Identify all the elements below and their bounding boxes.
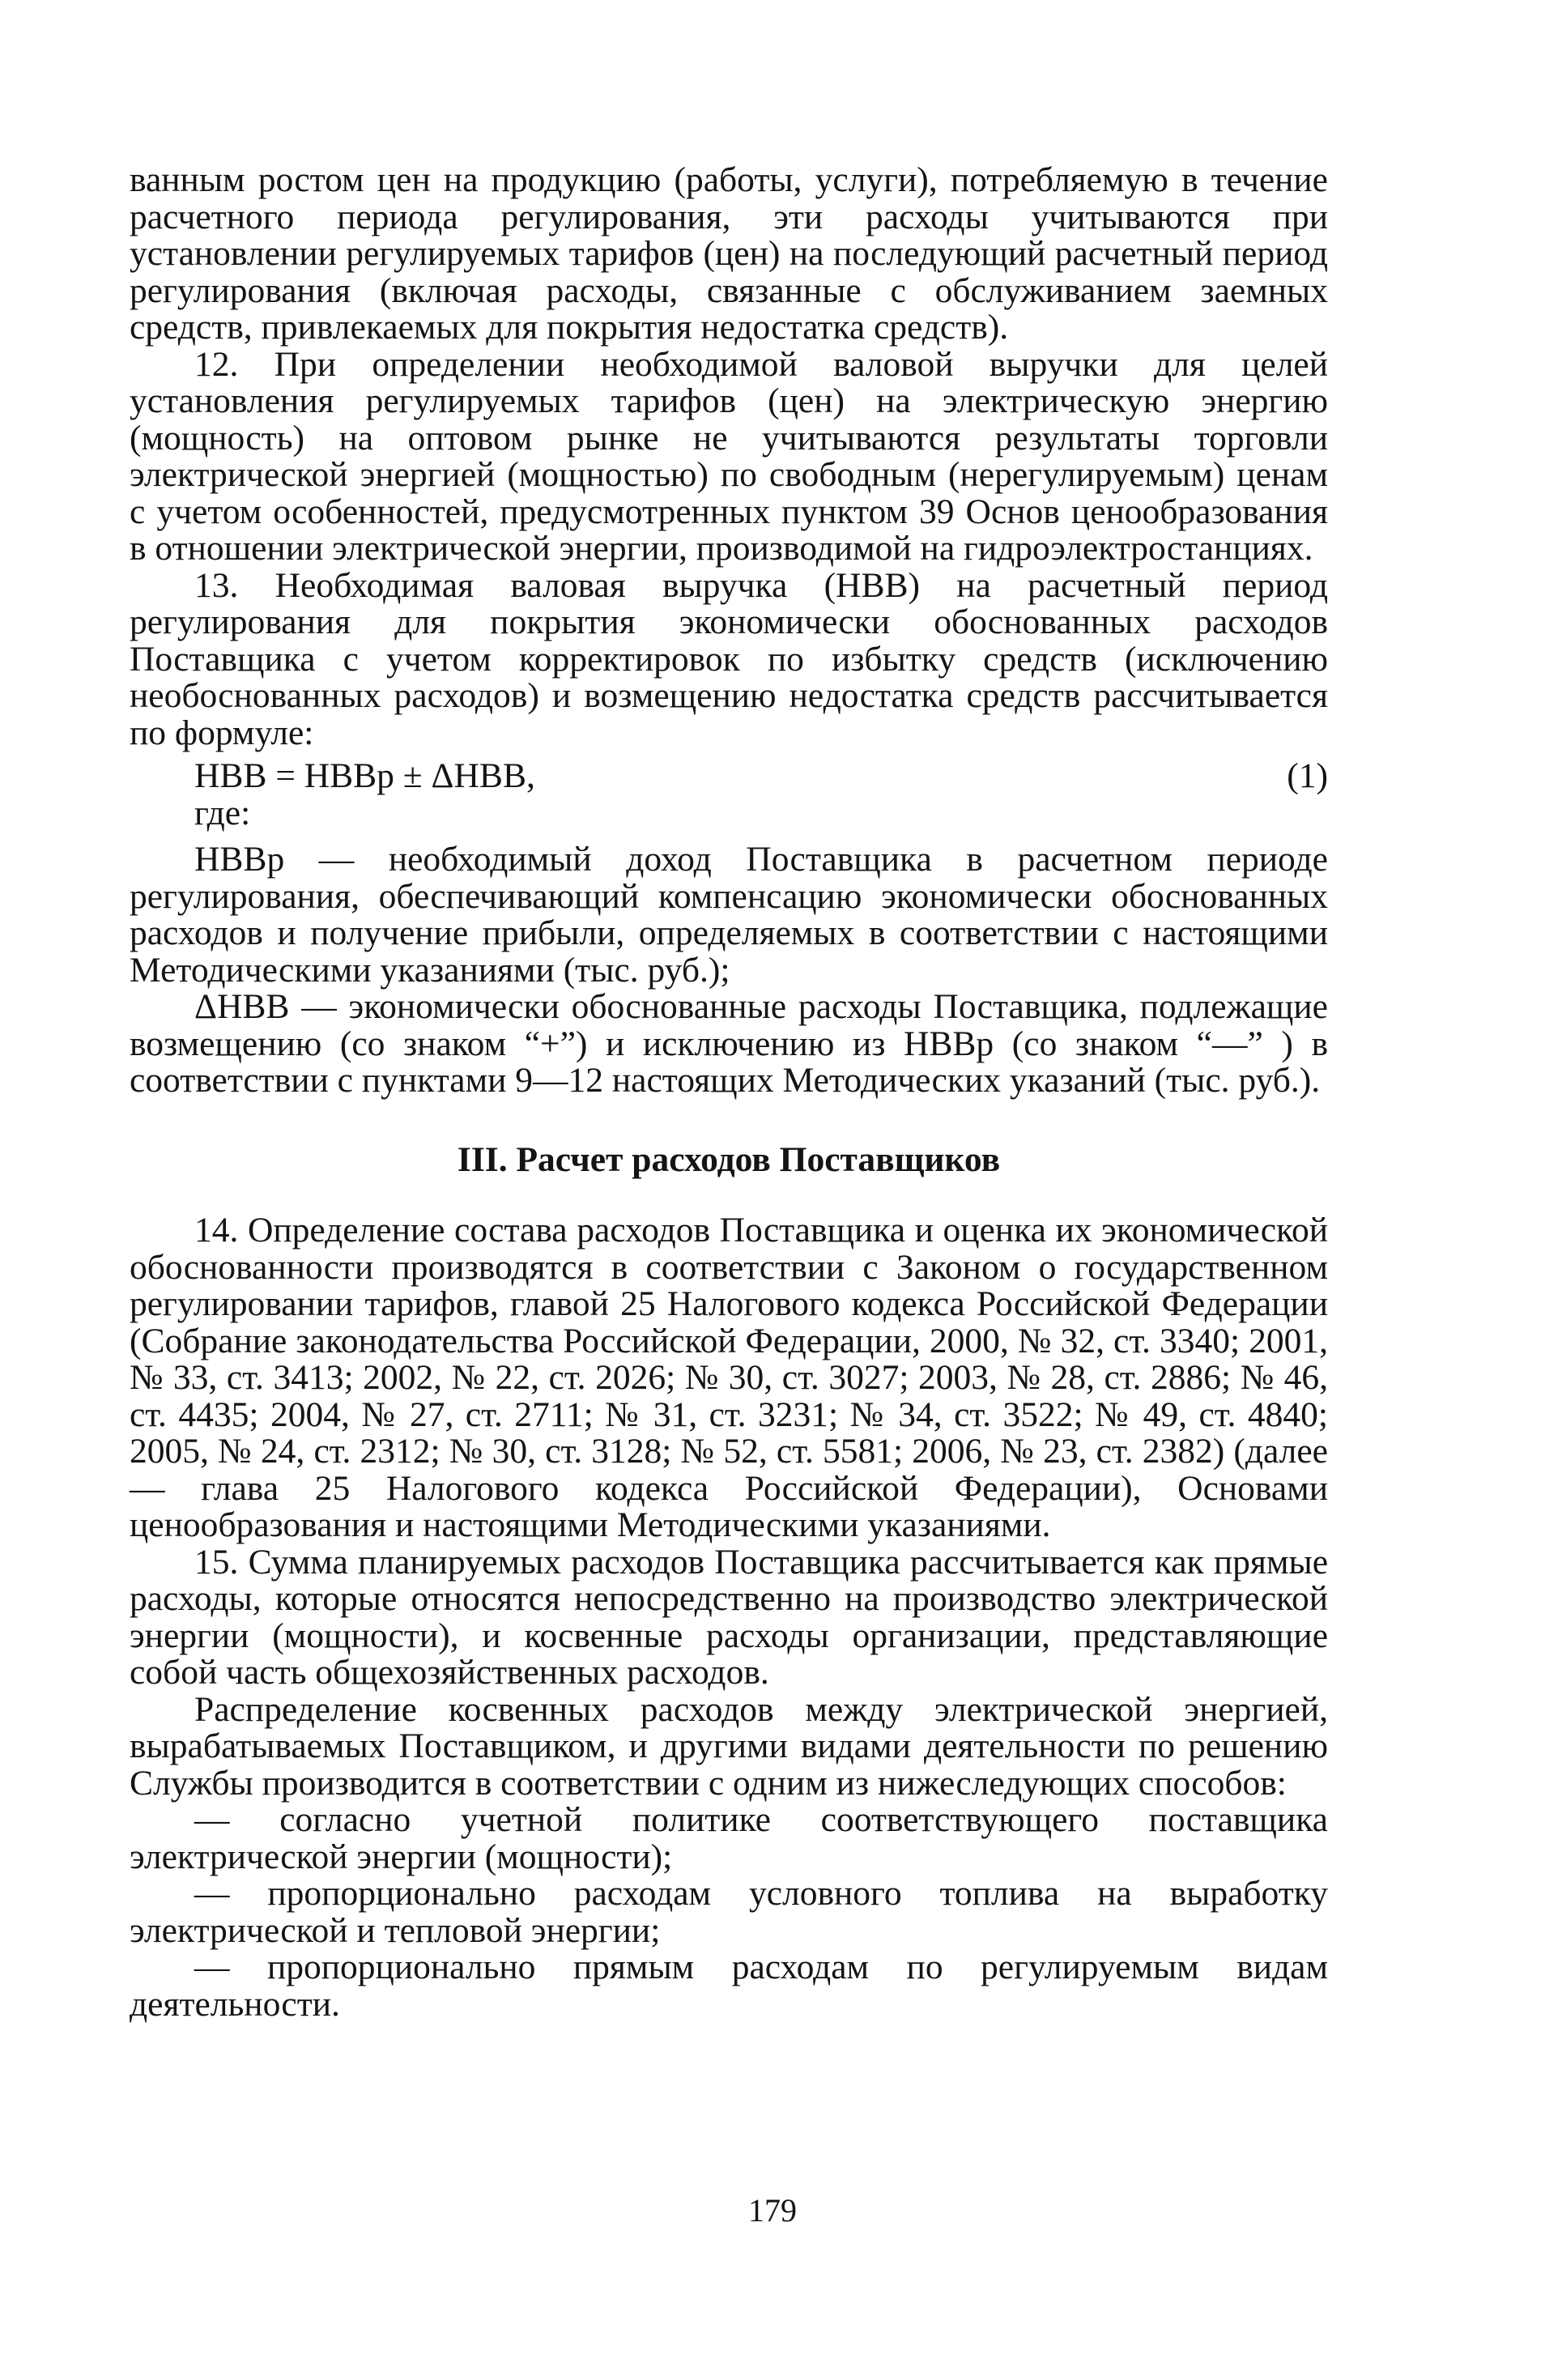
paragraph-15: 15. Сумма планируемых расходов Поставщика рассчитывается как прямые расходы, которые относятся непосредственно на производство электрической энергии (мощности), и косвенные расходы организации, представляющие собой часть общехозяйственных расходов. (130, 1542, 1328, 1692)
document-page (130, 162, 1328, 2023)
list-item: — пропорционально прямым расходам по регулируемым видам деятельности. (130, 1948, 1328, 2024)
paragraph-13: 13. Необходимая валовая выручка (НВВ) на расчетный период регулирования для покрытия экономически обоснованных расходов Поставщика с учетом корректировок по избытку средств (исключению необоснованных расходов) и возмещению недостатка средств рассчитывается по формуле: (130, 565, 1328, 752)
formula-number: (1) (1287, 756, 1328, 795)
list-item: — согласно учетной политике соответствующего поставщика электрической энергии (мощности); (130, 1800, 1328, 1876)
paragraph-14: 14. Определение состава расходов Поставщика и оценка их экономической обоснованности производятся в соответствии с Законом о государственном регулировании тарифов, главой 25 Налогового кодекса Российской Федерации (Собрание законодательства Российской Федерации, 2000, № 32, ст. 3340; 2001, № 33, ст. 3413; 2002, № 22, ст. 2026; № 30, ст. 3027; 2003, № 28, ст. 2886; № 46, ст. 4435; 2004, № 27, ст. 2711; № 31, ст. 3231; № 34, ст. 3522; № 49, ст. 4840; 2005, № 24, ст. 2312; № 30, ст. 3128; № 52, ст. 5581; 2006, № 23, ст. 2382) (далее — глава 25 Налогового кодекса Российской Федерации), Основами ценообразования и настоящими Методическими указаниями. (130, 1211, 1328, 1544)
section-title: III. Расчет расходов Поставщиков (457, 1139, 1001, 1179)
formula-where: где: (194, 793, 251, 832)
definition-nvvr: НВВр — необходимый доход Поставщика в расчетном периоде регулирования, обеспечивающий компенсацию экономически обоснованных расходов и получение прибыли, определяемых в соответствии с настоящими Методическими указаниями (тыс. руб.); (130, 840, 1328, 990)
paragraph-continuation: ванным ростом цен на продукцию (работы, услуги), потребляемую в течение расчетного периода регулирования, эти расходы учитываются при установлении регулируемых тарифов (цен) на последующий расчетный период регулирования (включая расходы, связанные с обслуживанием заемных средств, привлекаемых для покрытия недостатка средств). (130, 160, 1328, 347)
paragraph-distribution: Распределение косвенных расходов между электрической энергией, вырабатываемых Поставщиком, и другими видами деятельности по решению Службы производится в соответствии с одним из нижеследующих способов: (130, 1689, 1328, 1803)
list-item: — пропорционально расходам условного топлива на выработку электрической и тепловой энергии; (130, 1874, 1328, 1950)
formula-row (130, 758, 1328, 795)
formula-expression: НВВ = НВВр ± ΔНВВ, (194, 756, 535, 795)
paragraph-12: 12. При определении необходимой валовой выручки для целей установления регулируемых тарифов (цен) на электрическую энергию (мощность) на оптовом рынке не учитываются результаты торговли электрической энергией (мощностью) по свободным (нерегулируемым) ценам с учетом особенностей, предусмотренных пунктом 39 Основ ценообразования в отношении электрической энергии, производимой на гидроэлектростанциях. (130, 344, 1328, 568)
page-number: 179 (748, 2192, 797, 2229)
definition-delta-nvv: ΔНВВ — экономически обоснованные расходы Поставщика, подлежащие возмещению (со знаком “+”) и исключению из НВВр (со знаком “—” ) в соответствии с пунктами 9—12 настоящих Методических указаний (тыс. руб.). (130, 987, 1328, 1100)
